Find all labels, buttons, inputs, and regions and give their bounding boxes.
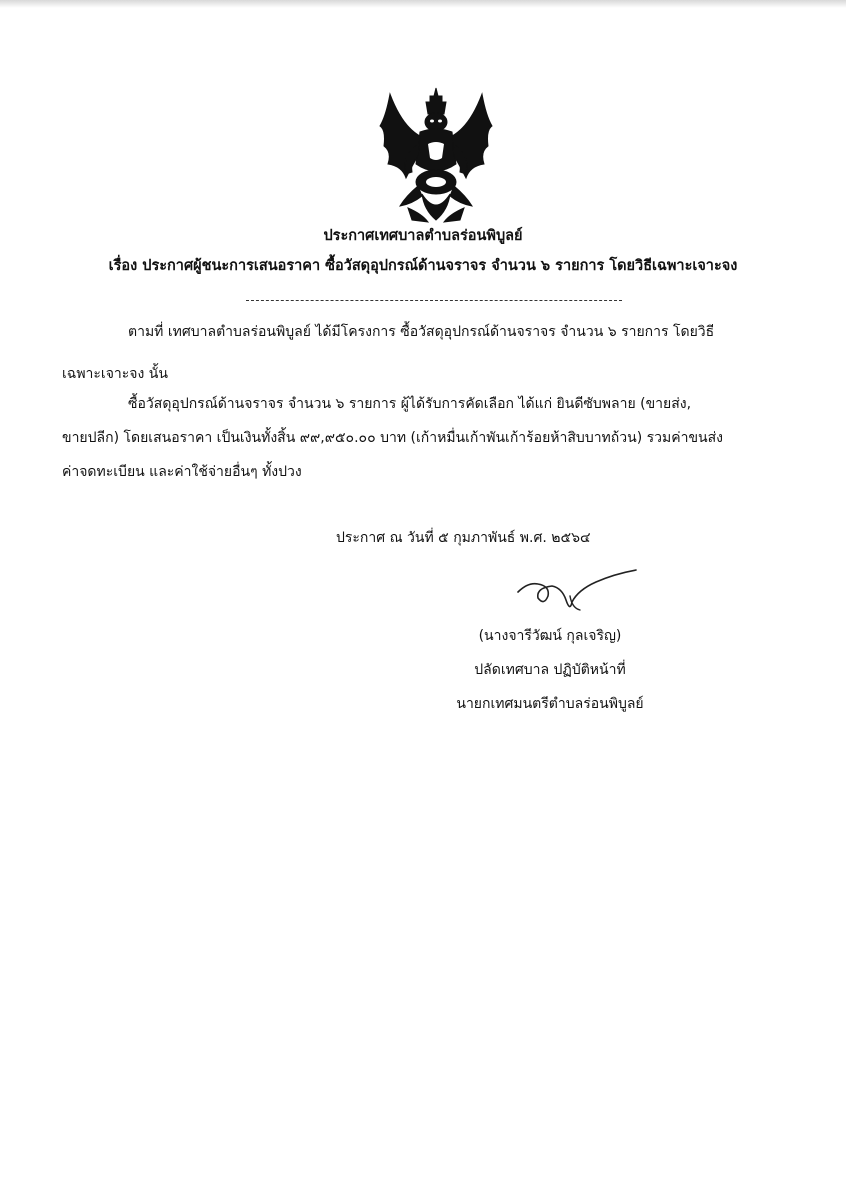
handwritten-signature-icon xyxy=(514,566,642,616)
signatory-name: (นางจารีวัฒน์ กุลเจริญ) xyxy=(478,628,622,644)
paragraph-2-line-1: ซื้อวัสดุอุปกรณ์ด้านจราจร จำนวน ๖ รายการ ผู้ได้รับการคัดเลือก ได้แก่ ยินดีซับพลาย (ขายส่ง, xyxy=(128,396,692,412)
signatory-position: ปลัดเทศบาล ปฏิบัติหน้าที่ xyxy=(474,662,626,678)
signatory-acting-for: นายกเทศมนตรีตำบลร่อนพิบูลย์ xyxy=(456,696,644,712)
announcement-date: ประกาศ ณ วันที่ ๕ กุมภาพันธ์ พ.ศ. ๒๕๖๔ xyxy=(336,530,591,546)
garuda-emblem-icon xyxy=(372,86,500,224)
subject-line: เรื่อง ประกาศผู้ชนะการเสนอราคา ซื้อวัสดุอุปกรณ์ด้านจราจร จำนวน ๖ รายการ โดยวิธีเฉพาะเจาะจง xyxy=(108,258,738,274)
scan-edge xyxy=(0,0,846,8)
separator-rule xyxy=(246,300,622,301)
paragraph-1-line-2: เฉพาะเจาะจง นั้น xyxy=(62,366,168,382)
paragraph-1-line-1: ตามที่ เทศบาลตำบลร่อนพิบูลย์ ได้มีโครงการ ซื้อวัสดุอุปกรณ์ด้านจราจร จำนวน ๖ รายการ โดยวิธี xyxy=(128,324,715,340)
paragraph-2-line-3: ค่าจดทะเบียน และค่าใช้จ่ายอื่นๆ ทั้งปวง xyxy=(62,464,302,480)
agency-title: ประกาศเทศบาลตำบลร่อนพิบูลย์ xyxy=(323,228,523,244)
paragraph-2-line-2: ขายปลีก) โดยเสนอราคา เป็นเงินทั้งสิ้น ๙๙,๙๕๐.๐๐ บาท (เก้าหมื่นเก้าพันเก้าร้อยห้าสิบบาทถ้วน) รวมค่าขนส่ง xyxy=(62,430,723,446)
